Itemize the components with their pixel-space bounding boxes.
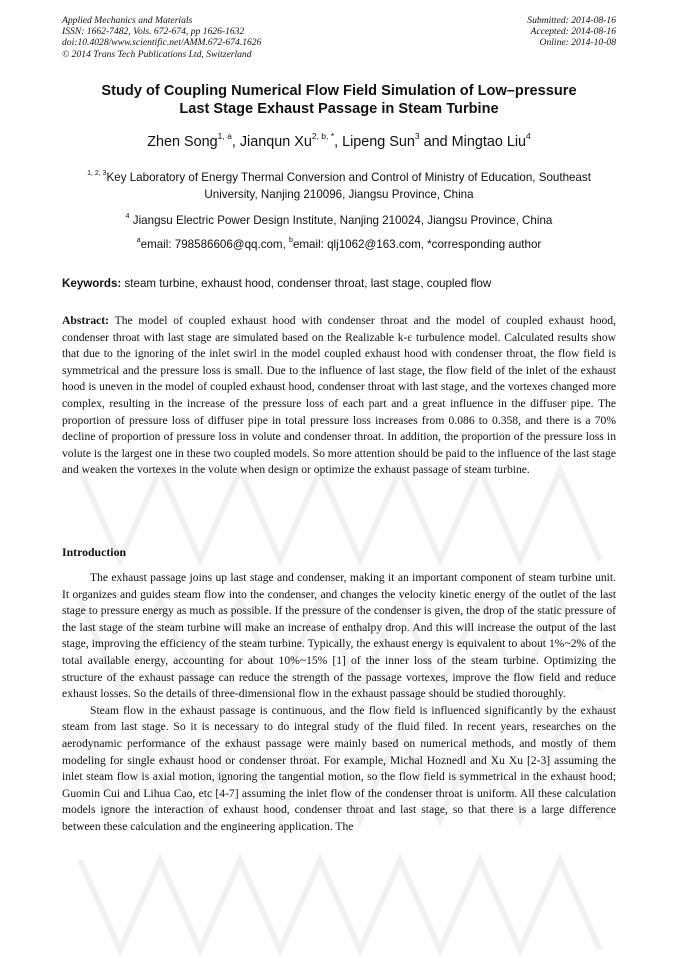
journal-info (62, 15, 261, 60)
affiliation-line: Key Laboratory of Energy Thermal Conversion and Control of Ministry of Education, Southeast (106, 171, 591, 184)
email-line (62, 236, 616, 253)
abstract-label: Abstract: (62, 314, 110, 327)
email-superscript: b (289, 237, 293, 244)
author-superscript: 3 (414, 131, 420, 141)
keywords-label: Keywords: (62, 277, 122, 290)
title-line-1: Study of Coupling Numerical Flow Field Simulation of Low–pressure (101, 83, 577, 99)
publication-dates (527, 15, 616, 49)
title-line-2: Last Stage Exhaust Passage in Steam Turbine (179, 101, 499, 117)
introduction-body (62, 570, 616, 836)
keywords-text: steam turbine, exhaust hood, condenser throat, last stage, coupled flow (121, 277, 492, 290)
date-accepted: Accepted: 2014-08-16 (530, 26, 616, 38)
affiliation-superscript: 1, 2, 3 (87, 170, 107, 177)
author-list: Zhen Song$^{1, a}$, Jianqun $Xu^{2, b, *}$, Lipeng Sun$^3$ and Mingtao Liu$^4$ (147, 131, 531, 150)
affiliation-line: Jiangsu Electric Power Design Institute, Nanjing 210024, Jiangsu Province, China (132, 214, 553, 227)
date-online: Online: 2014-10-08 (539, 37, 616, 49)
date-submitted: Submitted: 2014-08-16 (527, 15, 616, 26)
paper-title (62, 82, 616, 118)
section-heading-introduction: Introduction (62, 545, 127, 559)
journal-name: Applied Mechanics and Materials (62, 15, 193, 26)
email-superscript: a (136, 237, 141, 244)
affiliation-superscript: 4 (125, 213, 130, 220)
author-superscript: 4 (526, 131, 531, 141)
email-a: email: 798586606@qq.com, (140, 238, 290, 251)
journal-copyright: © 2014 Trans Tech Publications Ltd, Switzerland (62, 48, 252, 60)
author-superscript: 1, a (217, 131, 232, 141)
author-name: Zhen Song (147, 134, 218, 150)
affiliation-1 (62, 169, 616, 203)
author-name: Jianqun Xu (239, 134, 312, 150)
journal-doi: doi:10.4028/www.scientific.net/AMM.672-674.1626 (62, 37, 262, 49)
abstract-text: The model of coupled exhaust hood with condenser throat and the model of coupled exhaust hood, condenser throat with last stage are simulated based on the Realizable k-ε turbulence model. Calculated results show that due to the ignoring of the inlet swirl in the model coupled exhaust hood with condenser throat, the flow field is symmetrical and the pressure loss is small. Due to the influence of last stage, the flow field of the inlet of the exhaust hood is uneven in the model of coupled exhaust hood, condenser throat with last stage, and the vortexes changed more complex, resulting in the increase of the pressure loss of each part and a great influence in the diffuser pipe. The proportion of pressure loss of diffuser pipe in total pressure loss increases from 0.086 to 0.358, and there is a 70% decline of proportion of pressure loss in volute and condenser throat. In addition, the proportion of the pressure loss in volute is the largest one in these two coupled models. So more attention should be paid to the influence of the last stage and weaken the vortexes in the volute when design or optimize the exhaust passage of steam turbine. (62, 314, 616, 477)
paragraph: Steam flow in the exhaust passage is continuous, and the flow field is influenced significantly by the exhaust steam from last stage. So it is necessary to do integral study of the fluid filed. In recent years, researches on the aerodynamic performance of the exhaust passage were mainly based on numerical methods, and mostly of them modeling for single exhaust hood or condenser throat. For example, Michal Hoznedl and Xu Xu [2-3] assuming the inlet steam flow is axial motion, ignoring the tangential motion, so the flow field is symmetrical in the exhaust hood; Guomin Cui and Lihua Cao, etc [4-7] assuming the inlet flow of the condenser throat is uniform. All these calculation models ignore the interaction of exhaust hood, condenser throat and last stage, so that there is a large difference between these calculation and the engineering application. The (62, 703, 616, 833)
email-b: email: qlj1062@163.com, *corresponding author (292, 238, 542, 251)
affiliation-line: University, Nanjing 210096, Jiangsu Province, China (204, 188, 474, 201)
author-superscript: 2, b, * (311, 131, 335, 141)
paragraph: The exhaust passage joins up last stage and condenser, making it an important component of steam turbine unit. It organizes and guides steam flow into the condenser, and changes the velocity kinetic energy of the outlet of the last stage to pressure energy as much as possible. If the pressure of the condenser is given, the drop of the static pressure of the last stage of the steam turbine will make an increase of enthalpy drop. And this will increase the output of the last stage, improving the efficiency of the steam turbine. Typically, the exhaust energy is equivalent to about 1%~2% of the total available energy, accounting for about 10%~15% [1] of the inner loss of the steam turbine. Optimizing the structure of the exhaust passage can reduce the strength of the passage vortexes, improve the flow field and reduce exhaust losses. So the details of three-dimensional flow in the exhaust passage should be studied thoroughly. (62, 571, 616, 701)
journal-issn: ISSN: 1662-7482, Vols. 672-674, pp 1626-1632 (62, 26, 245, 38)
keywords (62, 275, 616, 292)
abstract (62, 313, 616, 479)
author-name: Mingtao Liu (451, 134, 527, 150)
author-name: Lipeng Sun (342, 134, 415, 150)
affiliation-2 (62, 212, 616, 229)
